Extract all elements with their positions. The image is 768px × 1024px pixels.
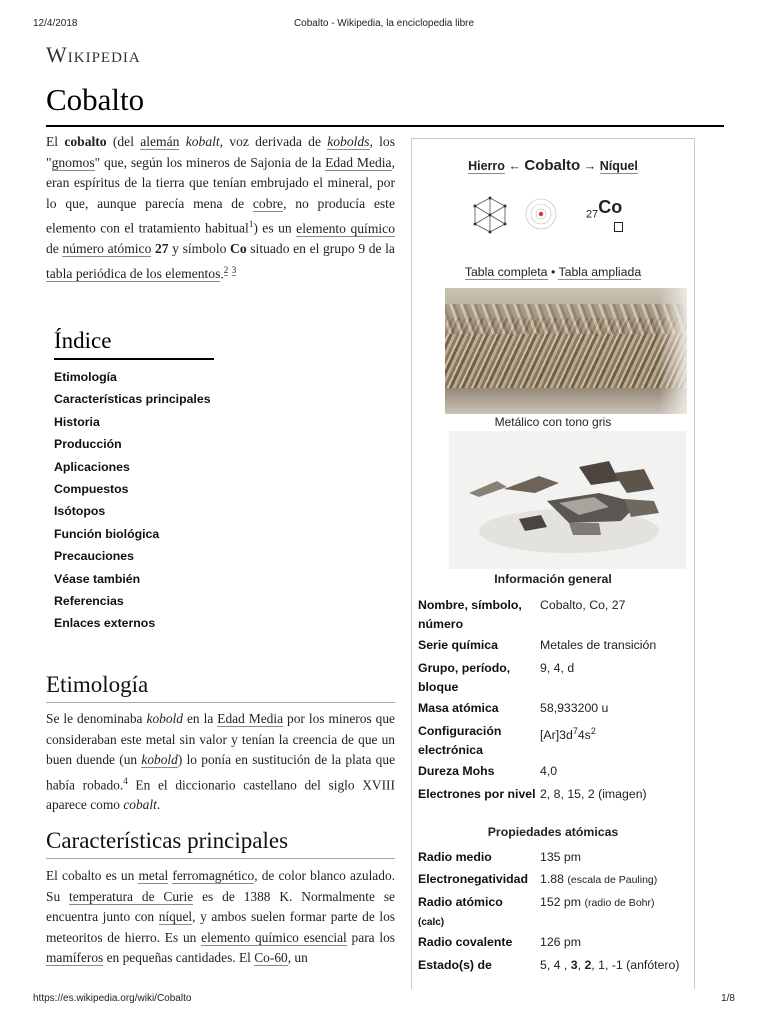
- print-page-number: 1/8: [721, 993, 735, 1004]
- element-nav: Hierro ← Cobalto → Níquel: [468, 157, 638, 174]
- ref-2[interactable]: 2: [223, 264, 229, 275]
- toc-item[interactable]: Compuestos: [54, 481, 129, 496]
- toc-item[interactable]: Enlaces externos: [54, 616, 156, 631]
- general-info-header: Información general: [494, 572, 612, 586]
- wikipedia-logo[interactable]: Wikipedia: [46, 42, 141, 67]
- link-elemento-quimico[interactable]: elemento químico: [296, 220, 395, 236]
- link-co-60[interactable]: Co-60: [254, 950, 288, 965]
- link-edad-media[interactable]: Edad Media: [325, 154, 392, 170]
- heading-etimologia: Etimología: [46, 672, 395, 703]
- toc-item[interactable]: Véase también: [54, 571, 141, 586]
- toc-item[interactable]: Función biológica: [54, 526, 160, 541]
- title-divider: [46, 125, 724, 127]
- cobalt-flakes-photo[interactable]: [445, 288, 687, 414]
- print-url: https://es.wikipedia.org/wiki/Cobalto: [33, 993, 192, 1004]
- link-mamiferos[interactable]: mamíferos: [46, 950, 104, 965]
- properties-paragraph: El cobalto es un metal ferromagnético, de color blanco azulado. Su temperatura de Curie es de 1388 K. Normalmente se encuentra junto con níquel, y ambos suelen formar parte de los meteoritos de hierro. Es un elemento químico esencial para los mamíferos en pequeñas cantidades. El Co-60, un: [46, 868, 395, 965]
- infobox: Hierro ← Cobalto → Níquel $_{27}$Co Tabla completa • Tabla ampliada Metálico con tono gris Información general Nombre, símbolo, número Cobalto, Co, 27 Serie química Metales de transición Grupo, período, bloque 9, 4, d Masa atómica 58,933200 u Configuración electrónica $[Ar]3d^74s^2$ Dureza Mohs 4,0 Electrones por nivel 2, 8, 15, 2 (imagen) Propiedades atómicas Radio medio 135 pm Electronegatividad 1.88 (escala de Pauling) Radio atómico (calc) 152 pm (radio de Bohr) Radio covalente 126 pm Estado(s) de 5, 4 , 3, 2, 1, -1 (anfótero): [411, 138, 695, 989]
- element-symbol: $_{27}$Co: [586, 197, 623, 221]
- link-metal[interactable]: metal: [138, 868, 169, 883]
- crystal-structure-icon[interactable]: [470, 194, 510, 240]
- ref-3[interactable]: 3: [231, 264, 237, 275]
- print-title: Cobalto - Wikipedia, la enciclopedia libre: [293, 18, 475, 29]
- nav-next-element[interactable]: Níquel: [599, 159, 638, 173]
- table-of-contents: [54, 328, 214, 635]
- link-cobre[interactable]: cobre: [252, 195, 284, 211]
- toc-item[interactable]: Precauciones: [54, 549, 134, 564]
- ref-1[interactable]: 1: [248, 219, 254, 229]
- link-numero-atomico[interactable]: número atómico: [62, 241, 152, 257]
- link-tabla-ampliada[interactable]: Tabla ampliada: [558, 265, 642, 279]
- link-gnomos[interactable]: gnomos: [51, 154, 95, 170]
- link-temperatura-curie[interactable]: temperatura de Curie: [69, 888, 194, 904]
- link-kobolds[interactable]: kobolds: [327, 134, 370, 149]
- toc-item[interactable]: Aplicaciones: [54, 459, 130, 474]
- print-date: 12/4/2018: [33, 18, 78, 29]
- toc-item[interactable]: Referencias: [54, 593, 124, 608]
- table-links: Tabla completa • Tabla ampliada: [464, 265, 642, 279]
- link-tabla-periodica[interactable]: tabla periódica de los elementos: [46, 266, 221, 282]
- toc-item[interactable]: Isótopos: [54, 504, 106, 519]
- cobalt-pieces-photo[interactable]: [449, 431, 686, 569]
- intro-paragraph: El cobalto (del alemán kobalt, voz derivada de kobolds, los "gnomos" que, según los mineros de Sajonia de la Edad Media, eran espíritus de la tierra que tenían embrujado el mineral, por lo que, aunque parecía mena de cobre, no producía este elemento con el tratamiento habitual$^1$) es un elemento químico de número atómico 27 y símbolo Co situado en el grupo 9 de la tabla periódica de los elementos.$^2$ $^3$: [46, 134, 396, 282]
- link-tabla-completa[interactable]: Tabla completa: [464, 265, 548, 279]
- link-edad-media-2[interactable]: Edad Media: [217, 711, 284, 726]
- link-niquel[interactable]: níquel: [158, 909, 193, 924]
- toc-item[interactable]: Características principales: [54, 392, 211, 407]
- toc-item[interactable]: Etimología: [54, 370, 117, 384]
- ref-4[interactable]: 4: [123, 775, 128, 786]
- toc-title: Índice: [54, 328, 214, 360]
- page-title: Cobalto: [46, 82, 145, 117]
- element-color-swatch: [614, 222, 623, 232]
- toc-item[interactable]: Producción: [54, 437, 122, 452]
- atomic-props-header: Propiedades atómicas: [487, 825, 619, 839]
- electron-shell-icon[interactable]: [518, 194, 564, 234]
- nav-prev-element[interactable]: Hierro: [468, 159, 505, 173]
- etymology-paragraph: Se le denominaba kobold en la Edad Media por los mineros que consideraban este metal sin valor y tenían la creencia de que un buen duende (un kobold) lo ponía en sustitución de la plata que había robado.$^4$ En el diccionario castellano del siglo XVIII aparece como cobalt.: [46, 711, 396, 813]
- link-kobold[interactable]: kobold: [141, 752, 178, 767]
- photo-caption: Metálico con tono gris: [494, 415, 612, 429]
- heading-caracteristicas: Características principales: [46, 828, 395, 859]
- link-aleman[interactable]: alemán: [140, 134, 180, 149]
- link-ferromagnetico[interactable]: ferromagnético: [172, 868, 255, 883]
- link-elemento-esencial[interactable]: elemento químico esencial: [201, 929, 347, 945]
- toc-item[interactable]: Historia: [54, 414, 100, 429]
